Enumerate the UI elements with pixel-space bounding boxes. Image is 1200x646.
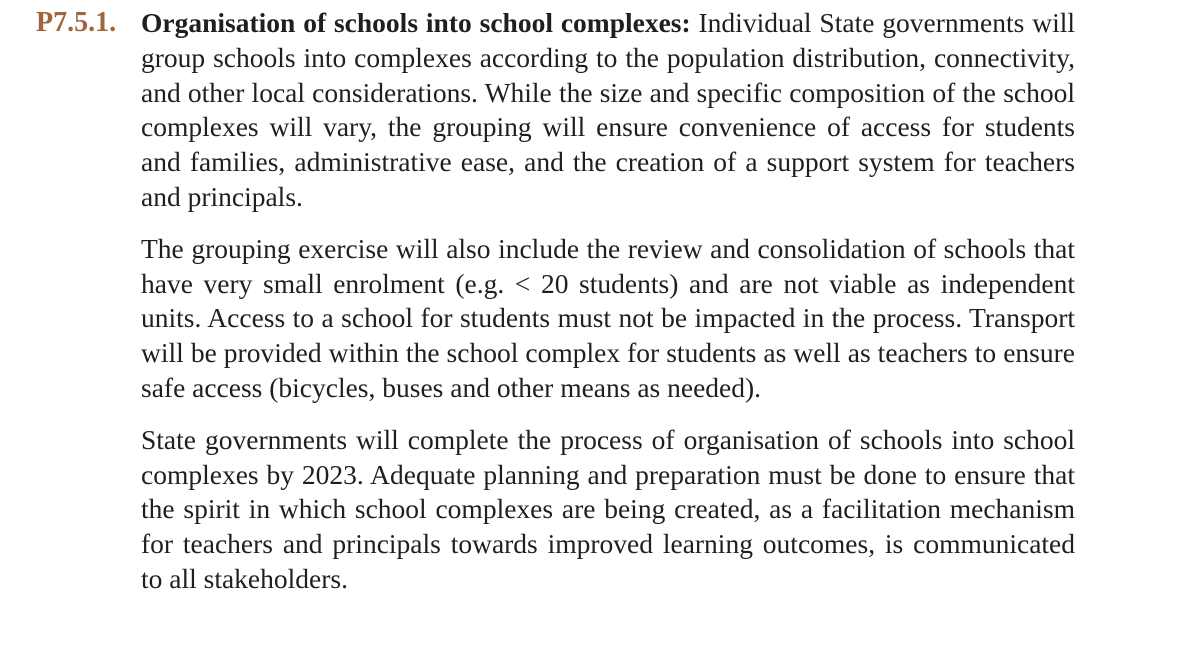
paragraph-3: State governments will complete the process of organisation of schools into school complexes by 2023. Adequate planning and preparation must be done to ensure that the spirit in which school complexes are being created, as a facilitation mechanism for teachers and principals towards improved learning outcomes, is communicated to all stakeholders. <box>141 423 1075 594</box>
clause-body <box>141 6 1075 597</box>
clause-heading: Organisation of schools into school complexes: <box>141 7 691 38</box>
paragraph-1-text: Individual State governments will group schools into complexes according to the population distribution, connectivity, and other local considerations. While the size and specific composition of the school complexes will vary, the grouping will ensure convenience of access for students and families, administrative ease, and the creation of a support system for teachers and principals. <box>141 7 1076 212</box>
paragraph-1 <box>141 6 1075 215</box>
paragraph-2: The grouping exercise will also include the review and consolidation of schools that have very small enrolment (e.g. < 20 students) and are not viable as independent units. Access to a school for students must not be impacted in the process. Transport will be provided within the school complex for students as well as teachers to ensure safe access (bicycles, buses and other means as needed). <box>141 232 1075 403</box>
clause-number: P7.5.1. <box>36 7 117 38</box>
